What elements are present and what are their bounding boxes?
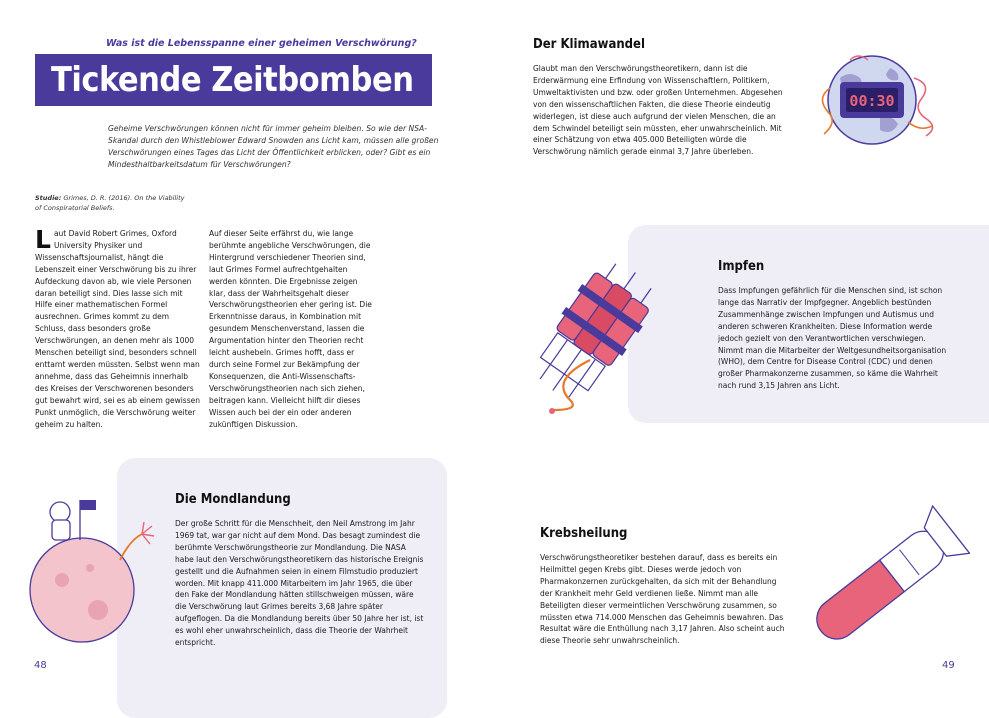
impfen-heading: Impfen xyxy=(718,259,765,274)
study-reference xyxy=(35,194,185,213)
article-column-2: Auf dieser Seite erfährst du, wie lange berühmte angebliche Verschwörungen, die Hintergrund verschiedener Theorien sind, laut Grimes Formel aufrechtgehalten werden könnten. Die Ergebnisse zeigen klar, dass der Wahrheitsgehalt dieser Verschwörungstheorien eher gering ist. Die Erkenntnisse daraus, in Kombination mit gesundem Menschenverstand, lassen die Argumentation hinter den Theorien recht leicht aushebeln. Grimes hofft, dass er durch seine Formel zur Bekämpfung der Konsequenzen, die Anti-Wissenschafts-Verschwörungstheorien nach sich ziehen, beitragen kann. Vielleicht hilft dir dieses Wissen auch bei der ein oder anderen zukünftigen Diskussion. xyxy=(209,229,372,429)
klima-text: Glaubt man den Verschwörungstheoretikern, dann ist die Erderwärmung eine Erfindung von Wissenschaftlern, Politikern, Umweltaktivisten und bzw. oder großen Unternehmen. Abgesehen von den wissenschaftlichen Fakten, die diese Theorie eindeutig widerlegen, ist diese auch aufgrund der vielen Menschen, die an dem Schwindel beteiligt sein müssten, eher unwahrscheinlich. Mit einer Schätzung von etwa 405.000 Beteiligten würde die Verschwörung nämlich gerade einmal 3,7 Jahre überleben. xyxy=(533,64,783,157)
page-title: Tickende Zeitbomben xyxy=(51,60,414,100)
pill-bomb-icon xyxy=(800,500,970,650)
earth-clock-bomb-icon xyxy=(810,48,940,158)
article-col1-text: aut David Robert Grimes, Oxford University Physiker und Wissenschaftsjournalist, hängt die Lebenszeit einer Verschwörung bis zu ihrer Aufdeckung davon ab, wie viele Personen daran beteiligt sind. Dies lasse sich mit Hilfe einer mathematischen Formel ausrechnen. Grimes kommt zu dem Schluss, dass besonders große Verschwörungen, an denen mehr als 1000 Menschen beteiligt sind, besonders schnell enttarnt werden müssten. Selbst wenn man annehme, dass das Geheimnis innerhalb des Kreises der Verschworenen besonders gut bewahrt wird, sei es ab einem gewissen Punkt unmöglich, die Verschwörung weiter geheim zu halten. xyxy=(35,229,200,429)
krebs-heading: Krebsheilung xyxy=(540,526,628,541)
page-number-left: 48 xyxy=(34,660,47,671)
page-number-right: 49 xyxy=(942,660,955,671)
title-banner xyxy=(35,54,432,106)
syringe-dynamite-icon xyxy=(520,255,710,425)
study-label: Studie: xyxy=(35,194,62,202)
kicker: Was ist die Lebensspanne einer geheimen Verschwörung? xyxy=(106,38,417,49)
mond-heading: Die Mondlandung xyxy=(175,492,291,507)
krebs-text: Verschwörungstheoretiker bestehen darauf, dass es bereits ein Heilmittel gegen Krebs gibt. Dieses werde jedoch von Pharmakonzernen zurückgehalten, da sich mit der Behandlung der Krankheit mehr Geld verdienen ließe. Nimmt man alle Beteiligten dieser vermeintlichen Verschwörung zusammen, so müssten etwa 714.000 Menschen das Geheimnis bewahren. Das Resultat wäre die Enthüllung nach 3,17 Jahren. Also scheint auch diese Theorie sehr unwahrscheinlich. xyxy=(540,553,785,646)
intro-text: Geheime Verschwörungen können nicht für immer geheim bleiben. So wie der NSA-Skandal durch den Whistleblower Edward Snowden ans Licht kam, müssen alle großen Verschwörungen eines Tages das Licht der Öffentlichkeit erblicken, oder? Gibt es ein Mindesthaltbarkeitsdatum für Verschwörungen? xyxy=(108,124,439,169)
impfen-text: Dass Impfungen gefährlich für die Menschen sind, ist schon lange das Narrativ der Impfgegner. Angeblich bestünden Zusammenhänge zwischen Impfungen und Autismus und anderen schweren Krankheiten. Diese Information werde jedoch gezielt von den Verantwortlichen verschwiegen. Nimmt man die Mitarbeiter der Weltgesundheitsorganisation (WHO), dem Centre for Disease Control (CDC) und denen großer Pharmakonzerne zusammen, so käme die Wahrheit nach rund 3,15 Jahren ans Licht. xyxy=(718,286,947,391)
klima-heading: Der Klimawandel xyxy=(533,37,645,52)
drop-cap: L xyxy=(35,225,51,254)
moon-astronaut-bomb-icon xyxy=(20,490,170,650)
mond-text: Der große Schritt für die Menschheit, den Neil Amstrong im Jahr 1969 tat, war gar nicht auf dem Mond. Das besagt zumindest die berühmte Verschwörungstheorie zur Mondlandung. Die NASA habe laut den Verschwörungstheoretikern das historische Ereignis gestellt und die Aufnahmen seien in einem Filmstudio produziert worden. Mit knapp 411.000 Mitarbeitern im Jahr 1965, die über den Fake der Mondlandung hätten stillschweigen müssen, wäre die Verschwörung laut Grimes bereits 3,68 Jahre später aufgeflogen. Da die Mondlandung bereits über 50 Jahre her ist, ist es wohl eher unwahrscheinlich, dass die Theorie der Wahrheit entspricht. xyxy=(175,519,424,648)
study-citation: Grimes, D. R. (2016). On the Viability of Conspiratorial Beliefs. xyxy=(35,194,185,212)
clock-display: 00:30 xyxy=(849,92,895,110)
article-column-1 xyxy=(35,225,201,430)
